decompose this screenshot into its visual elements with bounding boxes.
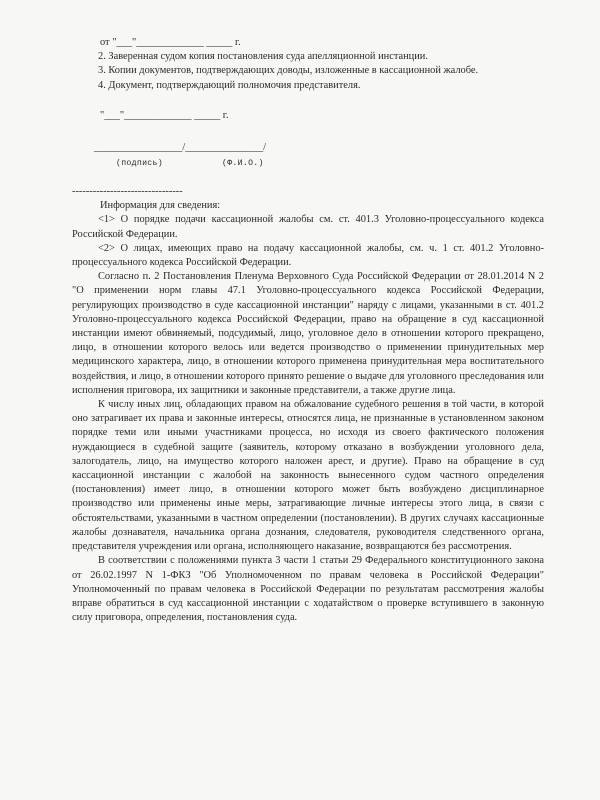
fio-label: (Ф.И.О.) <box>222 159 264 169</box>
footnote-1: <1> О порядке подачи кассационной жалобы см. ст. 401.3 Уголовно-процессуального кодекса Российской Федерации. <box>72 214 544 240</box>
attachment-item-2: 2. Заверенная судом копия постановления суда апелляционной инстанции. <box>98 51 428 63</box>
signature-underline: _________________/_______________/ <box>94 142 267 154</box>
notes-heading: Информация для сведения: <box>100 200 221 212</box>
paragraph-3: В соответствии с положениями пункта 3 части 1 статьи 29 Федерального конституционного закона от 26.02.1997 N 1-ФКЗ "Об Уполномоченном по правам человека в Российской Федерации" Уполномоченный по правам человека в Российской Федерации по результатам рассмотрения жалобы вправе обратиться в суд кассационной инстанции с ходатайством о проверке вступившего в законную силу приговора, определения, постановления суда. <box>72 555 544 624</box>
footnote-2: <2> О лицах, имеющих право на подачу кассационной жалобы, см. ч. 1 ст. 401.2 Уголовно-процессуального кодекса Российской Федерации. <box>72 242 544 269</box>
attachment-item-4: 4. Документ, подтверждающий полномочия представителя. <box>98 79 361 91</box>
paragraph-1: Согласно п. 2 Постановления Пленума Верховного Суда Российской Федерации от 28.01.2014 N 2 "О применении норм главы 47.1 Уголовно-процессуального кодекса Российской Федерации, регулирующих производство в суде кассационной инстанции" наряду с лицами, указанными в ст. 401.2 Уголовно-процессуального кодекса Российской Федерации, право на обращение в суд кассационной инстанции имеют обвиняемый, подсудимый, лицо, уголовное дело в отношении которого прекращено, лицо, в отношении которого велось или ведется производство о применении принудительных мер медицинского характера, лицо, в отношении которого применена принудительная мера воспитательного воздействия, и лицо, в отношении которого принято решение о выдаче для уголовного преследования или исполнения приговора, их защитники и законные представители, а также другие лица. <box>72 271 544 396</box>
attachment-item-3: 3. Копии документов, подтверждающих доводы, изложенные в кассационной жалобе. <box>98 65 479 77</box>
date-line-top: от "___"_____________ _____ г. <box>100 37 241 48</box>
signature-block <box>72 127 544 167</box>
signature-date-line: "___"_____________ _____ г. <box>100 109 229 121</box>
document-body <box>72 36 544 625</box>
notes-separator: -------------------------------- <box>72 186 183 198</box>
paragraph-2: К числу иных лиц, обладающих правом на обжалование судебного решения в той части, в которой оно затрагивает их права и законные интересы, относятся лица, не признанные в установленном законом порядке теми или иными участниками процесса, но исходя из своего фактического положения нуждающиеся в судебной защите (заявитель, которому отказано в возбуждении уголовного дела, залогодатель, лицо, на имущество которого наложен арест, и другие). Право на обращение в суд кассационной инстанции с жалобой на законность вынесенного судом частного определения (постановления) имеет лицо, в отношении которого может быть возбуждено дисциплинарное производство или применены иные меры, затрагивающие личные интересы этого лица, в связи с обстоятельствами, указанными в частном определении (постановлении). В других случаях кассационные жалобы дознавателя, начальника органа дознания, следователя, руководителя следственного органа, представителя учреждения или органа, исполняющего наказание, возвращаются без рассмотрения. <box>72 399 544 553</box>
signature-label: (подпись) <box>116 159 163 169</box>
